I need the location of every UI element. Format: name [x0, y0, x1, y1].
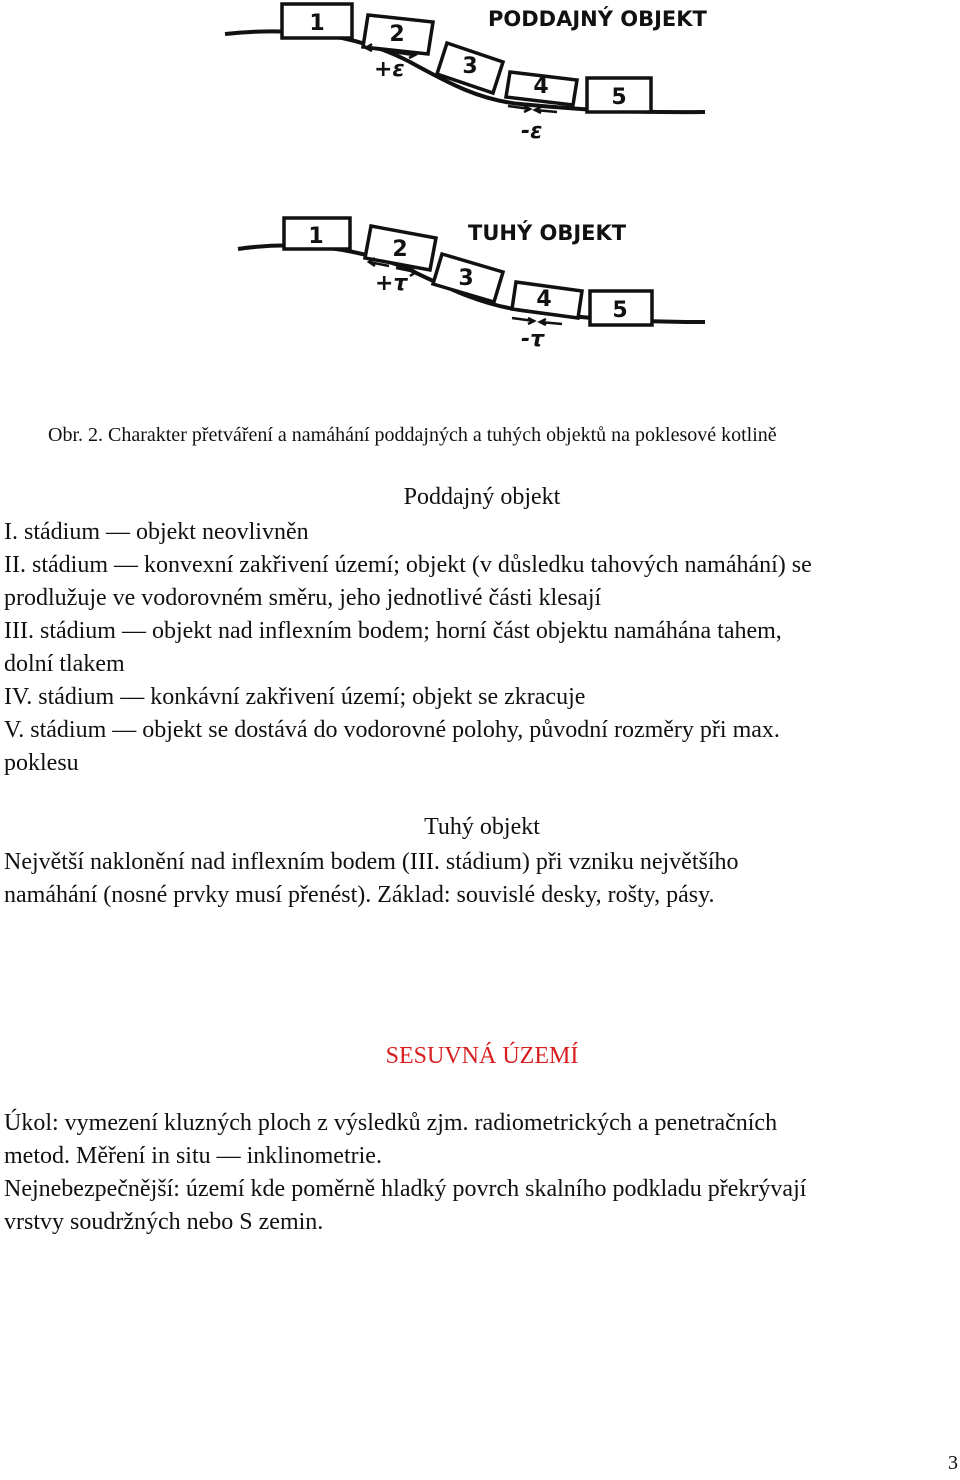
- shear-arrows-rigid-bottom: [512, 318, 562, 325]
- flexible-minus-label: -ε: [521, 119, 543, 144]
- rigid-block-4-number: 4: [536, 287, 552, 312]
- rigid-diagram-title: TUHÝ OBJEKT: [468, 221, 627, 245]
- subsidence-figure: [0, 0, 960, 400]
- rigid-section-title: Tuhý objekt: [424, 814, 540, 840]
- flexible-object-diagram: [225, 4, 708, 144]
- landslide-section-title: SESUVNÁ ÚZEMÍ: [385, 1043, 579, 1069]
- flexible-line-3: prodlužuje ve vodorovném směru, jeho jednotlivé části klesají: [4, 585, 602, 611]
- flexible-diagram-title: PODDAJNÝ OBJEKT: [488, 7, 707, 31]
- flexible-block-1-number: 1: [309, 11, 325, 36]
- flexible-line-8: poklesu: [4, 750, 79, 776]
- rigid-block-1-number: 1: [308, 224, 324, 249]
- flexible-line-6: IV. stádium — konkávní zakřivení území; objekt se zkracuje: [4, 684, 586, 710]
- rigid-line-2: namáhání (nosné prvky musí přenést). Základ: souvislé desky, rošty, pásy.: [4, 882, 715, 908]
- flexible-line-2: II. stádium — konvexní zakřivení území; objekt (v důsledku tahových namáhání) se: [4, 552, 812, 578]
- flexible-section-title: Poddajný objekt: [403, 484, 561, 510]
- flexible-line-1: I. stádium — objekt neovlivněn: [4, 519, 309, 545]
- flexible-block-5-number: 5: [611, 85, 627, 110]
- flexible-block-3-number: 3: [462, 54, 478, 79]
- rigid-object-diagram: [238, 218, 705, 352]
- landslide-line-2: metod. Měření in situ — inklinometrie.: [4, 1143, 382, 1169]
- landslide-line-3: Nejnebezpečnější: území kde poměrně hladký povrch skalního podkladu překrývají: [4, 1176, 807, 1202]
- page-number: 3: [948, 1452, 958, 1474]
- landslide-line-1: Úkol: vymezení kluzných ploch z výsledků zjm. radiometrických a penetračních: [4, 1110, 778, 1136]
- figure-caption: Obr. 2. Charakter přetváření a namáhání poddajných a tuhých objektů na poklesové kotlině: [48, 424, 777, 446]
- flexible-block-4-number: 4: [533, 74, 549, 99]
- rigid-plus-label: +τ: [375, 271, 408, 296]
- flexible-line-7: V. stádium — objekt se dostává do vodorovné polohy, původní rozměry při max.: [4, 717, 780, 743]
- flexible-line-4: III. stádium — objekt nad inflexním bodem; horní část objektu namáhána tahem,: [4, 618, 782, 644]
- landslide-line-4: vrstvy soudržných nebo S zemin.: [4, 1209, 324, 1235]
- flexible-line-5: dolní tlakem: [4, 651, 125, 677]
- rigid-minus-label: -τ: [521, 327, 545, 352]
- rigid-block-2-number: 2: [392, 237, 408, 262]
- rigid-block-5-number: 5: [612, 298, 628, 323]
- flexible-plus-label: +ε: [374, 57, 405, 82]
- flexible-block-2-number: 2: [389, 22, 405, 47]
- rigid-line-1: Největší naklonění nad inflexním bodem (III. stádium) při vzniku největšího: [4, 849, 739, 875]
- rigid-block-3-number: 3: [458, 266, 474, 291]
